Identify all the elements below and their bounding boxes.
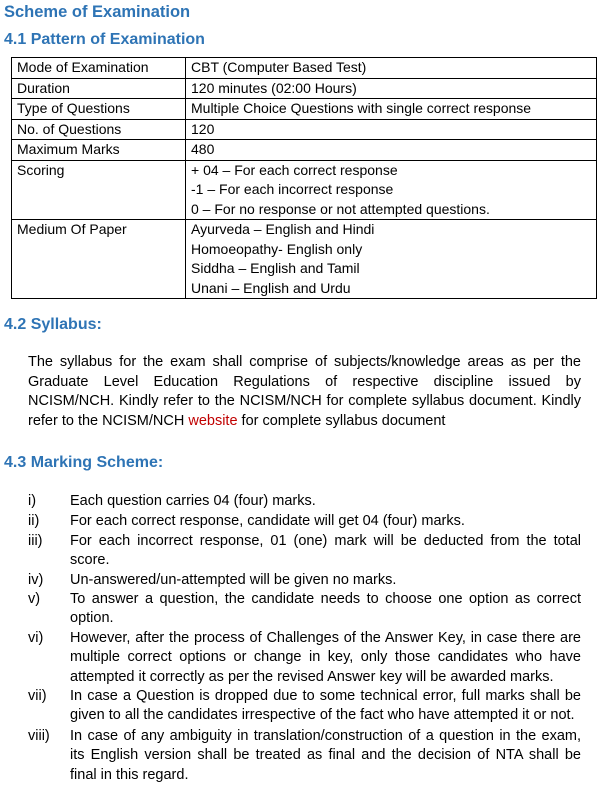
value-line: Homoeopathy- English only bbox=[191, 240, 363, 257]
table-row bbox=[12, 119, 597, 140]
row-value bbox=[186, 58, 597, 79]
item-number: i) bbox=[28, 493, 37, 509]
table-row bbox=[12, 220, 597, 299]
section-title-syllabus: 4.2 Syllabus: bbox=[4, 316, 102, 333]
item-number: v) bbox=[28, 591, 41, 607]
row-label: Scoring bbox=[12, 160, 186, 220]
item-text: For each incorrect response, 01 (one) mark will be deducted from the total score. bbox=[70, 533, 581, 569]
row-label: Duration bbox=[12, 78, 186, 99]
item-number: viii) bbox=[28, 728, 50, 744]
row-label: Maximum Marks bbox=[12, 140, 186, 161]
syllabus-paragraph bbox=[28, 353, 581, 431]
section-title-marking: 4.3 Marking Scheme: bbox=[4, 454, 164, 471]
section-title-pattern: 4.1 Pattern of Examination bbox=[4, 31, 205, 48]
table-row bbox=[12, 140, 597, 161]
item-text: For each correct response, candidate will get 04 (four) marks. bbox=[70, 513, 465, 529]
item-number: vi) bbox=[28, 630, 44, 646]
value-line: CBT (Computer Based Test) bbox=[191, 59, 367, 75]
row-value bbox=[186, 119, 597, 140]
row-value bbox=[186, 220, 597, 299]
item-number: vii) bbox=[28, 688, 47, 704]
item-text: Each question carries 04 (four) marks. bbox=[70, 493, 316, 509]
table-row bbox=[12, 78, 597, 99]
row-value bbox=[186, 78, 597, 99]
page-heading: Scheme of Examination bbox=[4, 3, 191, 21]
value-line: Siddha – English and Tamil bbox=[191, 260, 360, 276]
row-value bbox=[186, 160, 597, 220]
item-text: To answer a question, the candidate needs to choose one option as correct option. bbox=[70, 591, 581, 627]
website-link[interactable]: website bbox=[188, 412, 238, 429]
row-label: Medium Of Paper bbox=[12, 220, 186, 299]
table-row bbox=[12, 160, 597, 220]
item-number: iii) bbox=[28, 533, 43, 549]
item-text: Un-answered/un-attempted will be given no marks. bbox=[70, 572, 397, 588]
value-line: Multiple Choice Questions with single correct response bbox=[191, 100, 532, 116]
value-line: -1 – For each incorrect response bbox=[191, 181, 394, 197]
item-text: In case of any ambiguity in translation/construction of a question in the exam, its English version shall be treated as final and the decision of NTA shall be final in this regard. bbox=[70, 728, 581, 783]
row-label: No. of Questions bbox=[12, 119, 186, 140]
exam-pattern-table bbox=[11, 57, 597, 299]
row-label: Mode of Examination bbox=[12, 58, 186, 79]
value-line: 480 bbox=[191, 141, 215, 157]
value-line: 0 – For no response or not attempted questions. bbox=[191, 200, 490, 217]
value-line: 120 bbox=[191, 120, 215, 137]
row-value bbox=[186, 140, 597, 161]
table-row bbox=[12, 58, 597, 79]
item-text: In case a Question is dropped due to some technical error, full marks shall be given to all the candidates irrespective of the fact who have attempted it or not. bbox=[70, 688, 581, 724]
syllabus-text-end: for complete syllabus document bbox=[237, 412, 446, 429]
value-line: + 04 – For each correct response bbox=[191, 161, 398, 178]
value-line: Ayurveda – English and Hindi bbox=[191, 221, 375, 237]
row-value bbox=[186, 99, 597, 120]
row-label: Type of Questions bbox=[12, 99, 186, 120]
syllabus-text: The syllabus for the exam shall comprise of subjects/knowledge areas as per the Graduate Level Education Regulations of respective discipline issued by NCISM/NCH. Kindly refer to the NCISM/NCH for complete syllabus document. Kindly refer to the NCISM/NCH bbox=[28, 354, 581, 429]
value-line: 120 minutes (02:00 Hours) bbox=[191, 79, 357, 96]
value-line: Unani – English and Urdu bbox=[191, 279, 351, 296]
item-number: iv) bbox=[28, 572, 44, 588]
item-number: ii) bbox=[28, 513, 40, 529]
table-row bbox=[12, 99, 597, 120]
item-text: However, after the process of Challenges of the Answer Key, in case there are multiple correct options or change in key, only those candidates who have attempted it correctly as per the revised Answer key will be awarded marks. bbox=[70, 630, 581, 685]
